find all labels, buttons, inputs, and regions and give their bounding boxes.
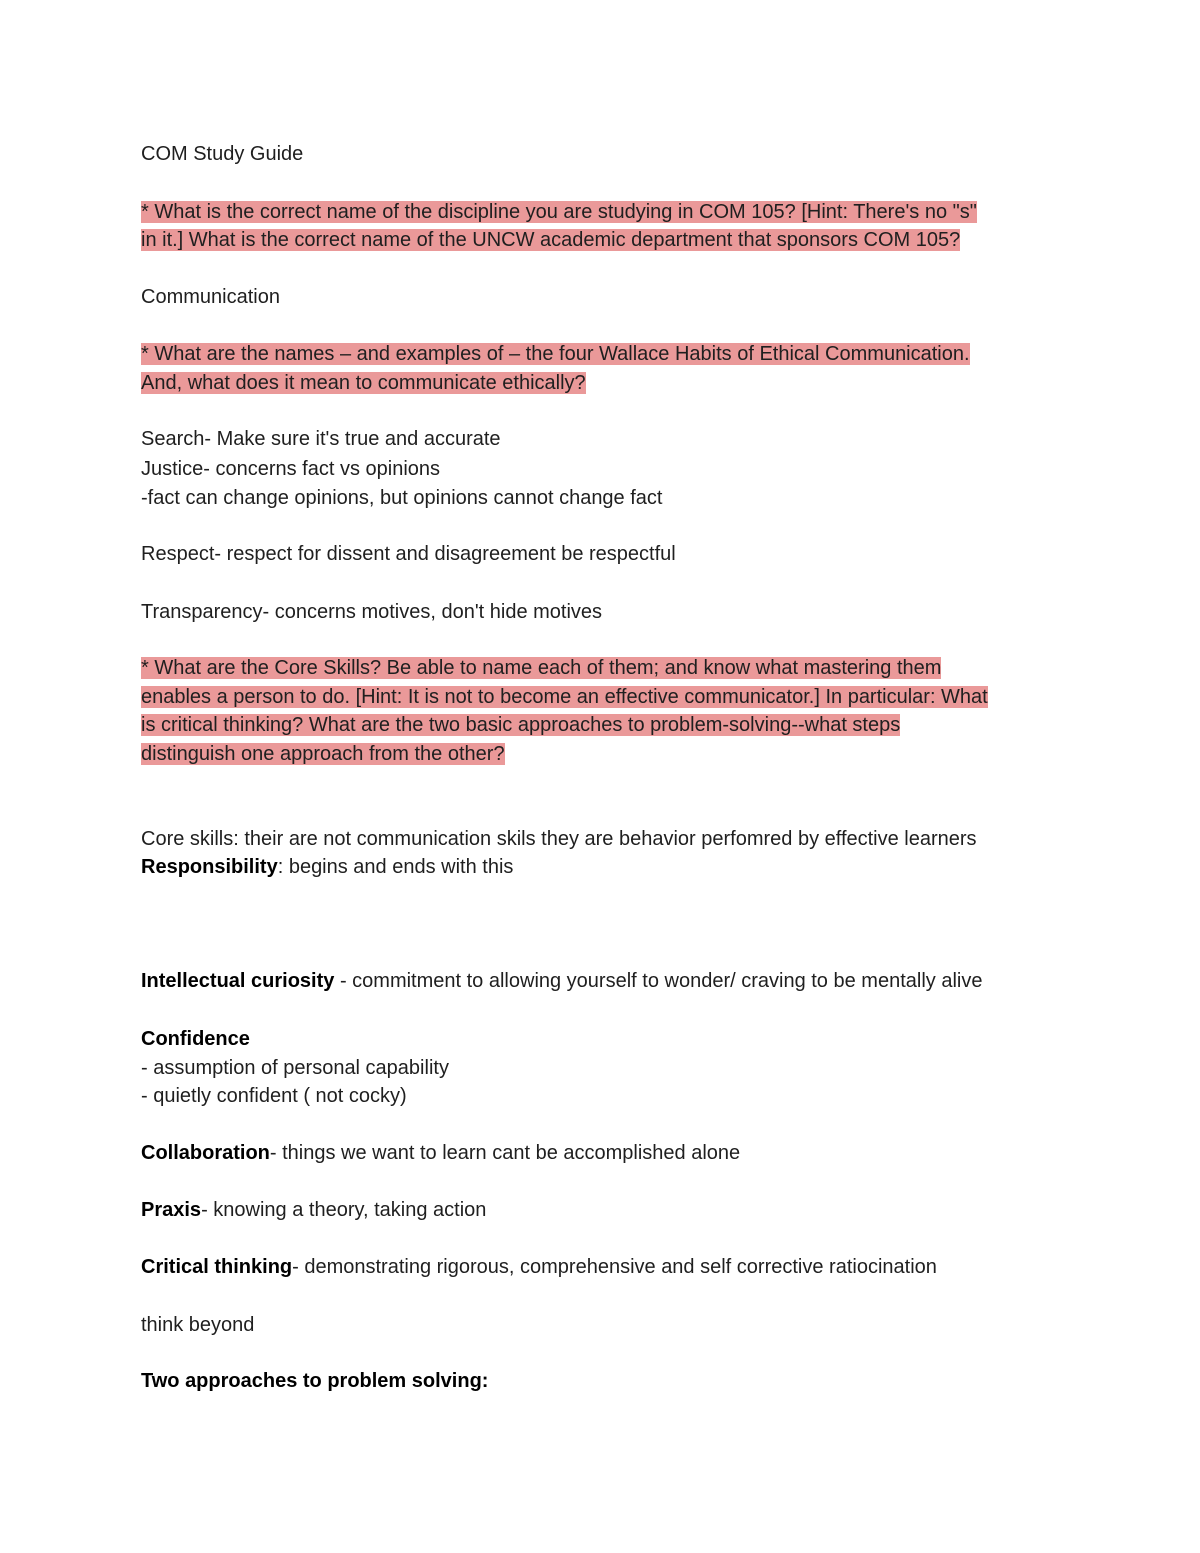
skill-collaboration xyxy=(141,1141,740,1165)
skill-term: Confidence xyxy=(141,1028,250,1050)
question-3-line-3 xyxy=(141,713,900,737)
skill-definition: - knowing a theory, taking action xyxy=(201,1199,487,1221)
skill-critical-thinking xyxy=(141,1255,937,1279)
highlighted-text: * What are the Core Skills? Be able to name each of them; and know what mastering them xyxy=(141,657,942,679)
habit-justice-note: -fact can change opinions, but opinions cannot change fact xyxy=(141,487,663,509)
doc-title: COM Study Guide xyxy=(141,143,304,165)
skill-definition: - things we want to learn cant be accomplished alone xyxy=(269,1142,741,1164)
two-approaches-heading xyxy=(141,1369,488,1393)
question-3-line-2 xyxy=(141,685,988,709)
question-1-line-1 xyxy=(141,200,977,224)
skill-term: Praxis xyxy=(141,1199,202,1221)
question-3-line-1 xyxy=(141,656,941,680)
question-2-line-2 xyxy=(141,371,586,395)
highlighted-text: distinguish one approach from the other? xyxy=(141,743,505,765)
habit-search: Search- Make sure it's true and accurate xyxy=(141,428,501,450)
highlighted-text: And, what does it mean to communicate ethically? xyxy=(141,372,586,394)
skill-responsibility xyxy=(141,855,513,879)
think-beyond: think beyond xyxy=(141,1314,255,1336)
highlighted-text: * What are the names – and examples of – the four Wallace Habits of Ethical Communication. xyxy=(141,343,970,365)
highlighted-text: in it.] What is the correct name of the UNCW academic department that sponsors COM 105? xyxy=(141,229,961,251)
confidence-point-2: - quietly confident ( not cocky) xyxy=(141,1085,407,1107)
habit-transparency: Transparency- concerns motives, don't hide motives xyxy=(141,601,603,623)
confidence-point-1: - assumption of personal capability xyxy=(141,1057,449,1079)
highlighted-text: * What is the correct name of the discipline you are studying in COM 105? [Hint: There's no "s" xyxy=(141,201,977,223)
habit-respect: Respect- respect for dissent and disagreement be respectful xyxy=(141,543,676,565)
habit-justice: Justice- concerns fact vs opinions xyxy=(141,458,441,480)
skill-intellectual-curiosity xyxy=(141,969,982,993)
skill-praxis xyxy=(141,1198,486,1222)
question-2-line-1 xyxy=(141,342,970,366)
highlighted-text: enables a person to do. [Hint: It is not to become an effective communicator.] In particular: What xyxy=(141,686,988,708)
skill-definition: - demonstrating rigorous, comprehensive and self corrective ratiocination xyxy=(292,1256,937,1278)
skill-term: Collaboration xyxy=(141,1142,270,1164)
skill-definition: - commitment to allowing yourself to wonder/ craving to be mentally alive xyxy=(334,970,983,992)
skill-confidence xyxy=(141,1027,250,1051)
skill-definition: : begins and ends with this xyxy=(277,856,514,878)
highlighted-text: is critical thinking? What are the two basic approaches to problem-solving--what steps xyxy=(141,714,901,736)
skill-term: Intellectual curiosity xyxy=(141,970,335,992)
answer-1: Communication xyxy=(141,286,280,308)
heading-text: Two approaches to problem solving: xyxy=(141,1370,489,1392)
question-1-line-2 xyxy=(141,228,960,252)
skill-term: Critical thinking xyxy=(141,1256,293,1278)
skill-term: Responsibility xyxy=(141,856,278,878)
question-3-line-4 xyxy=(141,742,505,766)
core-skills-intro: Core skills: their are not communication skils they are behavior perfomred by effective learners xyxy=(141,828,977,850)
